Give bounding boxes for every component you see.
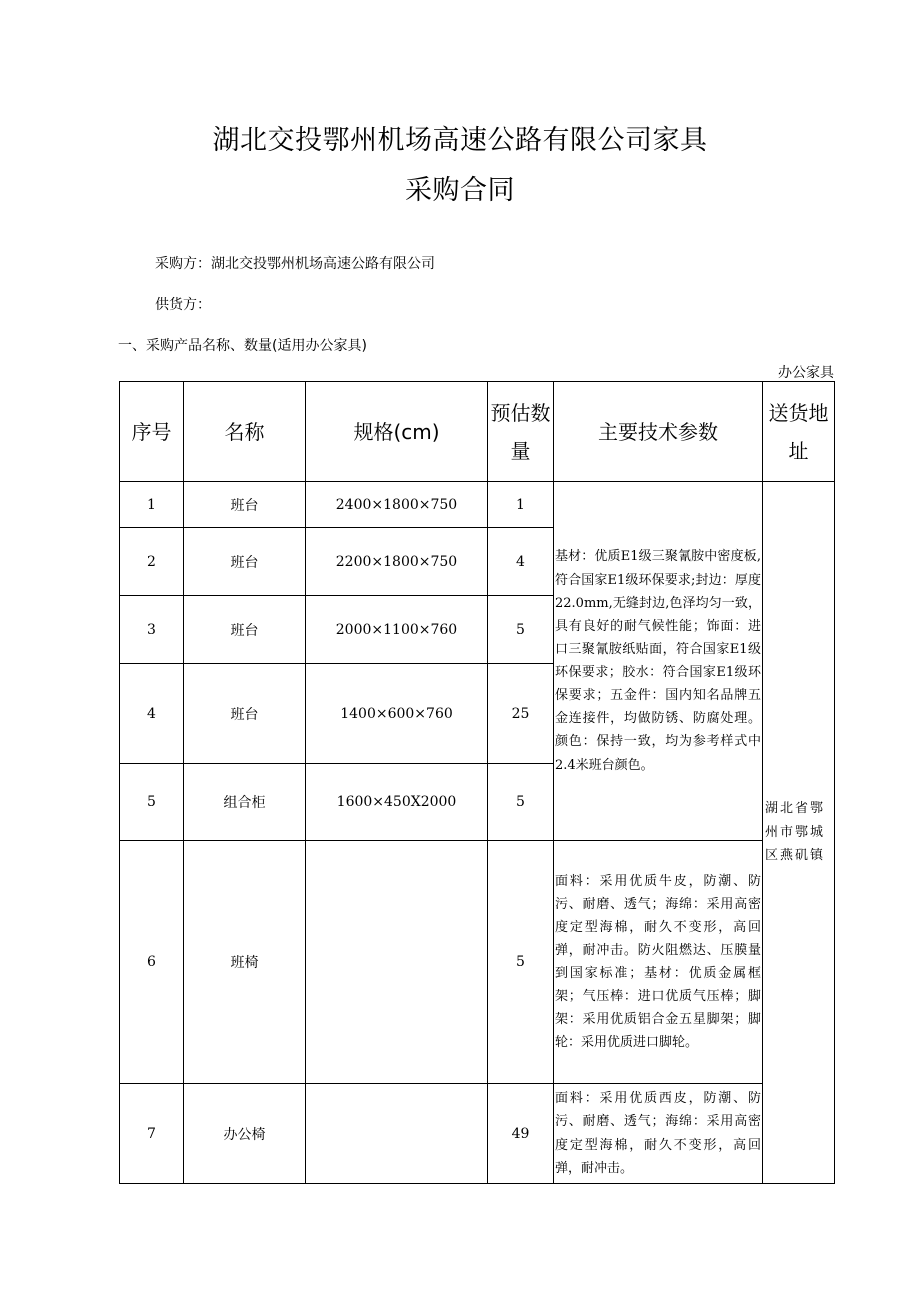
row-no: 6 [120,841,184,1084]
row-name: 班台 [184,482,306,528]
header-spec: 规格(cm) [306,382,488,482]
header-address: 送货地址 [763,382,835,482]
document-title-line1: 湖北交投鄂州机场高速公路有限公司家具 [212,125,708,156]
document-title-line2: 采购合同 [405,175,515,206]
row-size [306,1084,488,1184]
chair-params: 面料：采用优质牛皮，防潮、防污、耐磨、透气；海绵：采用高密度定型海棉，耐久不变形，高回弹，耐冲击。防火阻燃达、压膜量到国家标准；基材：优质金属框架；气压棒：进口优质气压棒；脚架：采用优质铝合金五星脚架；脚轮：采用优质进口脚轮。 [554,841,763,1084]
row-size [306,841,488,1084]
row-name: 班台 [184,664,306,764]
row-name: 班椅 [184,841,306,1084]
table-row [120,1084,835,1184]
delivery-address: 湖北省鄂州市鄂城区燕矶镇 [763,482,835,1184]
header-name: 名称 [184,382,306,482]
supplier-line: 供货方： [155,297,211,313]
row-size: 2400×1800×750 [306,482,488,528]
row-name: 班台 [184,528,306,596]
row-no: 1 [120,482,184,528]
header-params: 主要技术参数 [554,382,763,482]
table-row [120,482,835,528]
row-qty: 49 [488,1084,554,1184]
header-qty: 预估数量 [488,382,554,482]
row-qty: 5 [488,841,554,1084]
row-no: 2 [120,528,184,596]
row-size: 2000×1100×760 [306,596,488,664]
desk-params: 基材：优质E1级三聚氰胺中密度板,符合国家E1级环保要求;封边：厚度22.0mm,无缝封边,色泽均匀一致，具有良好的耐气候性能；饰面：进口三聚氰胺纸贴面，符合国家E1级环保要求；胶水：符合国家E1级环保要求；五金件：国内知名品牌五金连接件，均做防锈、防腐处理。颜色：保持一致，均为参考样式中2.4米班台颜色。 [554,482,763,841]
row-qty: 4 [488,528,554,596]
row-qty: 1 [488,482,554,528]
unit-label: 办公家具 [778,365,834,381]
row-qty: 5 [488,764,554,841]
table-row [120,841,835,1084]
row-size: 2200×1800×750 [306,528,488,596]
row-qty: 25 [488,664,554,764]
section-heading: 一、采购产品名称、数量(适用办公家具) [118,338,367,354]
row-size: 1600×450X2000 [306,764,488,841]
header-no: 序号 [120,382,184,482]
procurement-table [119,381,835,1184]
row-no: 4 [120,664,184,764]
row-no: 7 [120,1084,184,1184]
row-size: 1400×600×760 [306,664,488,764]
office-chair-params: 面料：采用优质西皮，防潮、防污、耐磨、透气；海绵：采用高密度定型海棉，耐久不变形，高回弹，耐冲击。 [554,1084,763,1184]
row-no: 3 [120,596,184,664]
buyer-line: 采购方：湖北交投鄂州机场高速公路有限公司 [155,256,435,272]
row-qty: 5 [488,596,554,664]
table-header-row [120,382,835,482]
row-name: 班台 [184,596,306,664]
row-name: 办公椅 [184,1084,306,1184]
row-no: 5 [120,764,184,841]
row-name: 组合柜 [184,764,306,841]
